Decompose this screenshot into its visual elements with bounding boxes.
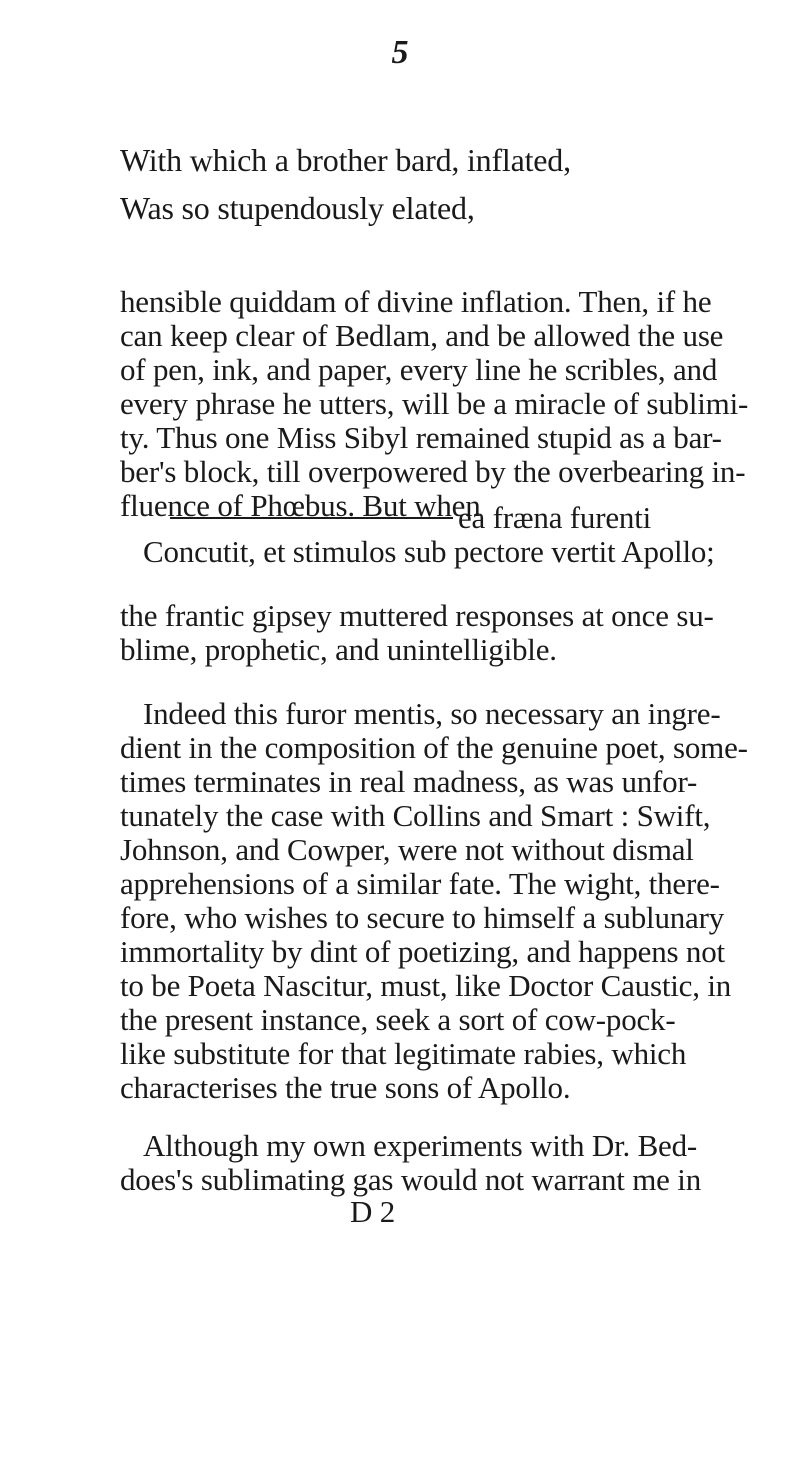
page-number: 5 [391,34,409,71]
quote-line-1: ea fræna furenti [458,500,652,535]
paragraph-3-line: immortality by dint of poetizing, and happens not [120,934,725,969]
paragraph-4-line: does's sublimating gas would not warrant me in [120,1162,701,1197]
paragraph-3-line: tunately the case with Collins and Smart : Swift, [120,798,711,833]
signature-mark: D 2 [350,1194,396,1229]
paragraph-2-line: blime, prophetic, and unintelligible. [120,632,557,667]
paragraph-3-line: apprehensions of a similar fate. The wight, there- [120,866,720,901]
paragraph-1-line: ty. Thus one Miss Sibyl remained stupid as a bar- [120,420,722,455]
paragraph-3-line: to be Poeta Nascitur, must, like Doctor Caustic, in [120,968,732,1003]
quote-dash-rule [170,517,453,519]
quote-line-2: Concutit, et stimulos sub pectore vertit Apollo; [143,534,715,569]
paragraph-3-line: Johnson, and Cowper, were not without dismal [120,832,694,867]
paragraph-1-line: fluence of Phœbus. But when [120,488,481,523]
paragraph-1-line: of pen, ink, and paper, every line he scribles, and [120,352,718,387]
paragraph-3-line: Indeed this furor mentis, so necessary an ingre- [143,696,721,731]
paragraph-3-line: times terminates in real madness, as was unfor- [120,764,698,799]
paragraph-1-line: ber's block, till overpowered by the overbearing in- [120,454,746,489]
verse-line-2: Was so stupendously elated, [120,190,475,226]
paragraph-1-line: every phrase he utters, will be a miracle of sublimi- [120,386,749,421]
paragraph-4-line: Although my own experiments with Dr. Bed- [143,1128,698,1163]
paragraph-1-line: can keep clear of Bedlam, and be allowed the use [120,318,724,353]
paragraph-3-line: characterises the true sons of Apollo. [120,1070,571,1105]
paragraph-3-line: like substitute for that legitimate rabies, which [120,1036,687,1071]
paragraph-2-line: the frantic gipsey muttered responses at once su- [120,598,714,633]
paragraph-3-line: fore, who wishes to secure to himself a sublunary [120,900,725,935]
paragraph-3-line: dient in the composition of the genuine poet, some- [120,730,748,765]
verse-line-1: With which a brother bard, inflated, [120,142,571,178]
paragraph-3-line: the present instance, seek a sort of cow-pock- [120,1002,676,1037]
paragraph-1-line: hensible quiddam of divine inflation. Then, if he [120,284,712,319]
